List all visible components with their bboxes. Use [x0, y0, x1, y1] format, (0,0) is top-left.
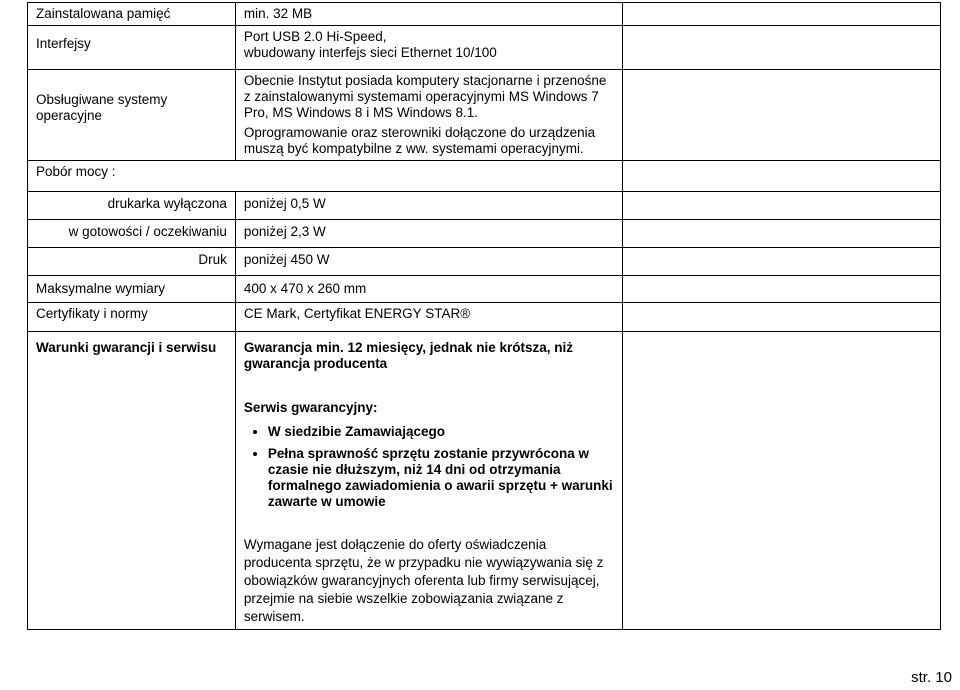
- dimensions-label: Maksymalne wymiary: [28, 276, 236, 303]
- power-label: Pobór mocy :: [28, 161, 623, 192]
- warranty-label: Warunki gwarancji i serwisu: [28, 332, 236, 630]
- empty-cell: [622, 161, 940, 192]
- interfaces-value: [235, 26, 622, 70]
- table-row: [28, 303, 941, 332]
- table-row: [28, 70, 941, 161]
- table-row: [28, 161, 941, 192]
- os-current: Obecnie Instytut posiada komputery stacjonarne i przenośne z zainstalowanymi systemami operacyjnymi MS Windows 7 Pro, MS Windows 8 i MS Windows 8.1.: [243, 73, 607, 120]
- interfaces-ethernet: wbudowany interfejs sieci Ethernet 10/100: [243, 45, 497, 60]
- empty-cell: [622, 70, 940, 161]
- table-row: [28, 26, 941, 70]
- table-row: [28, 220, 941, 248]
- warranty-requirement: Wymagane jest dołączenie do oferty oświadczenia producenta sprzętu, że w przypadku nie wywiązywania się z obowiązków gwarancyjnych oferenta lub firmy serwisującej, przejmie na siebie wszelkie zobowiązania związane z serwisem.: [243, 537, 604, 624]
- service-heading: Serwis gwarancyjny:: [243, 400, 378, 415]
- empty-cell: [622, 26, 940, 70]
- warranty-period: Gwarancja min. 12 miesięcy, jednak nie krótsza, niż gwarancja producenta: [243, 340, 574, 371]
- certs-value: CE Mark, Certyfikat ENERGY STAR®: [235, 303, 622, 332]
- power-off-value: poniżej 0,5 W: [235, 192, 622, 220]
- empty-cell: [622, 192, 940, 220]
- interfaces-label: Interfejsy: [28, 26, 236, 70]
- page-number: str. 10: [911, 669, 952, 686]
- certs-label: Certyfikaty i normy: [28, 303, 236, 332]
- table-row: [28, 332, 941, 630]
- power-standby-label: w gotowości / oczekiwaniu: [28, 220, 236, 248]
- empty-cell: [622, 276, 940, 303]
- power-off-label: drukarka wyłączona: [28, 192, 236, 220]
- table-row: [28, 276, 941, 303]
- os-label: Obsługiwane systemy operacyjne: [28, 70, 236, 161]
- list-item: • W siedzibie Zamawiającego: [268, 424, 614, 440]
- dimensions-value: 400 x 470 x 260 mm: [235, 276, 622, 303]
- spec-table: [27, 2, 941, 630]
- empty-cell: [622, 332, 940, 630]
- power-standby-value: poniżej 2,3 W: [235, 220, 622, 248]
- os-value: [235, 70, 622, 161]
- memory-label: Zainstalowana pamięć: [28, 3, 236, 26]
- memory-value: min. 32 MB: [235, 3, 622, 26]
- os-compat: Oprogramowanie oraz sterowniki dołączone do urządzenia muszą być kompatybilne z ww. systemami operacyjnymi.: [243, 125, 596, 156]
- power-print-value: poniżej 450 W: [235, 248, 622, 276]
- warranty-value: [235, 332, 622, 630]
- empty-cell: [622, 3, 940, 26]
- empty-cell: [622, 220, 940, 248]
- empty-cell: [622, 248, 940, 276]
- service-list: [244, 424, 614, 510]
- table-row: [28, 192, 941, 220]
- power-print-label: Druk: [28, 248, 236, 276]
- table-row: [28, 3, 941, 26]
- list-item: • Pełna sprawność sprzętu zostanie przywrócona w czasie nie dłuższym, niż 14 dni od otrzymania formalnego zawiadomienia o awarii sprzętu + warunki zawarte w umowie: [268, 446, 614, 510]
- empty-cell: [622, 303, 940, 332]
- interfaces-usb: Port USB 2.0 Hi-Speed,: [243, 29, 387, 44]
- table-row: [28, 248, 941, 276]
